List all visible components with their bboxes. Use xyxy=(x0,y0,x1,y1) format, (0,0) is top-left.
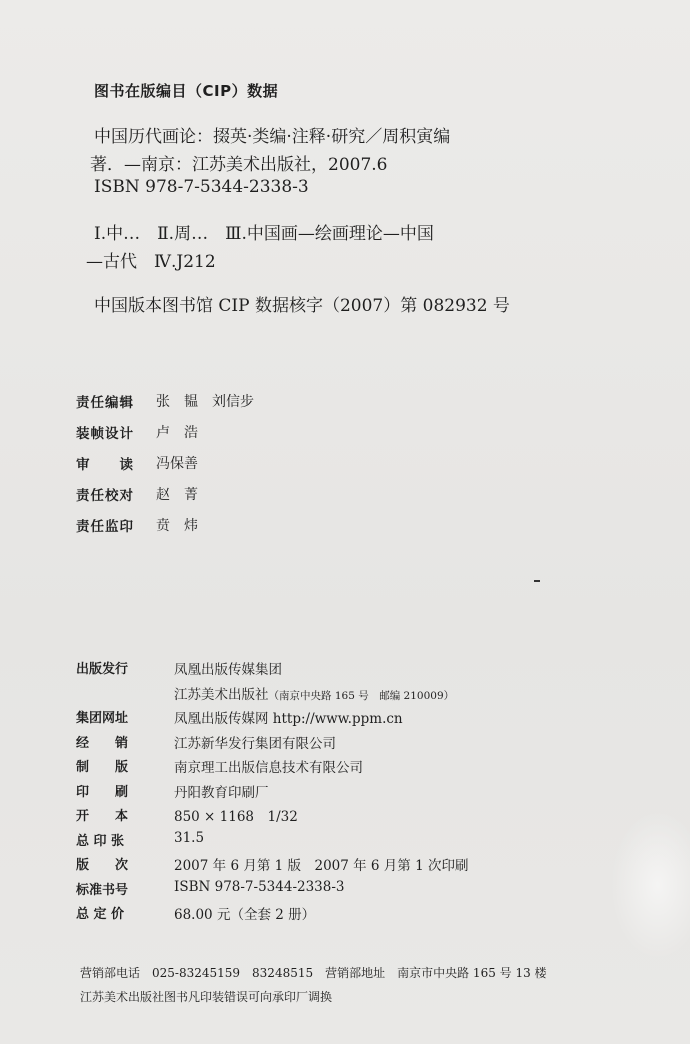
pub-value: 凤凰出版传媒集团 xyxy=(174,662,282,678)
staff-value: 冯保善 xyxy=(156,456,198,472)
pub-value: 凤凰出版传媒网 http://www.ppm.cn xyxy=(174,711,403,727)
pub-value: 丹阳教育印刷厂 xyxy=(174,784,269,801)
pub-value: 68.00 元（全套 2 册） xyxy=(174,907,316,923)
staff-label: 装帧设计 xyxy=(76,426,134,442)
cip-publisher-line: 著．—南京：江苏美术出版社，2007.6 xyxy=(90,155,388,175)
pub-label: 版 次 xyxy=(76,858,129,873)
publisher-address: （南京中央路 165 号 邮编 210009） xyxy=(268,689,455,702)
pub-row xyxy=(76,903,468,928)
staff-row xyxy=(76,515,254,546)
staff-value: 卢 浩 xyxy=(156,425,198,441)
pub-label: 总 印 张 xyxy=(76,833,125,849)
cip-isbn-line: ISBN 978-7-5344-2338-3 xyxy=(94,177,309,197)
faded-stamp-mark xyxy=(610,810,690,960)
staff-label: 责任校对 xyxy=(76,488,134,504)
pub-value: 南京理工出版信息技术有限公司 xyxy=(174,760,363,776)
pub-row xyxy=(76,854,468,879)
staff-row xyxy=(76,484,254,515)
pub-value: 850 × 1168 1/32 xyxy=(174,809,298,825)
pub-value: 2007 年 6 月第 1 版 2007 年 6 月第 1 次印刷 xyxy=(174,858,469,874)
pub-row xyxy=(76,781,468,806)
pub-value xyxy=(174,683,454,703)
cip-record-number: 中国版本图书馆 CIP 数据核字（2007）第 082932 号 xyxy=(94,296,510,316)
staff-row xyxy=(76,391,254,422)
pub-label: 印 刷 xyxy=(76,784,129,800)
publication-details xyxy=(76,658,468,928)
pub-row xyxy=(76,756,468,781)
print-error-notice: 江苏美术出版社图书凡印装错误可向承印厂调换 xyxy=(80,990,333,1004)
staff-label: 责任编辑 xyxy=(76,395,134,411)
pub-label: 经 销 xyxy=(76,735,129,751)
pub-value: 31.5 xyxy=(174,829,205,846)
pub-row xyxy=(76,732,468,757)
pub-label: 开 本 xyxy=(76,809,129,824)
pub-value: ISBN 978-7-5344-2338-3 xyxy=(174,878,345,895)
pub-row xyxy=(76,683,468,708)
pub-label: 制 版 xyxy=(76,760,129,775)
pub-label: 出版发行 xyxy=(76,662,129,677)
pub-value: 江苏新华发行集团有限公司 xyxy=(174,735,336,752)
pub-label: 总 定 价 xyxy=(76,907,125,922)
staff-credits xyxy=(76,391,254,546)
print-speck xyxy=(534,580,540,582)
pub-label: 标准书号 xyxy=(76,882,129,898)
cip-classification-line-2: —古代 Ⅳ.J212 xyxy=(86,252,216,272)
pub-row xyxy=(76,658,468,683)
pub-row xyxy=(76,830,468,855)
staff-value: 张 韫 刘信步 xyxy=(156,394,254,410)
staff-value: 贲 炜 xyxy=(156,518,198,534)
staff-row xyxy=(76,453,254,484)
staff-label: 责任监印 xyxy=(76,519,134,535)
pub-row xyxy=(76,879,468,904)
cip-title: 图书在版编目（CIP）数据 xyxy=(94,82,279,100)
publisher-name: 江苏美术出版社 xyxy=(174,686,269,703)
staff-value: 赵 菁 xyxy=(156,487,198,503)
pub-row xyxy=(76,707,468,732)
staff-label: 审 读 xyxy=(76,457,134,473)
cip-book-title-line: 中国历代画论：掇英·类编·注释·研究／周积寅编 xyxy=(94,127,451,147)
staff-row xyxy=(76,422,254,453)
pub-label: 集团网址 xyxy=(76,711,129,726)
pub-row xyxy=(76,805,468,830)
cip-classification-line: Ⅰ.中… Ⅱ.周… Ⅲ.中国画—绘画理论—中国 xyxy=(94,224,434,244)
marketing-contact: 营销部电话 025-83245159 83248515 营销部地址 南京市中央路 165 号 13 楼 xyxy=(80,966,547,980)
